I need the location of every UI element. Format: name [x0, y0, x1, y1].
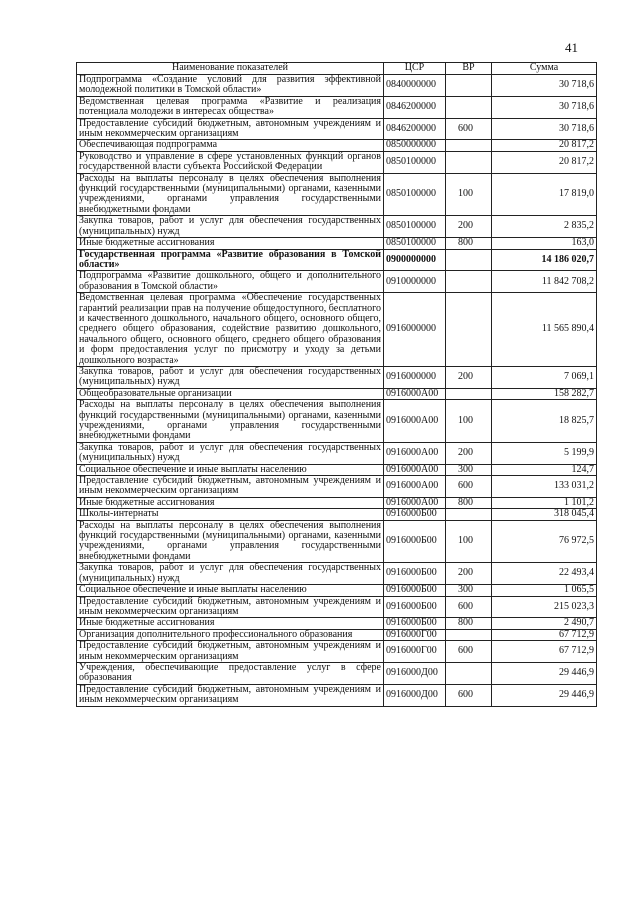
row-vr-cell: 800 [446, 618, 492, 629]
row-name-cell: Социальное обеспечение и иные выплаты населению [77, 585, 384, 596]
row-name-cell: Государственная программа «Развитие образования в Томской области» [77, 249, 384, 271]
row-code-cell: 0916000Б00 [384, 596, 446, 618]
row-sum-cell: 30 718,6 [492, 118, 597, 140]
row-sum-cell: 29 446,9 [492, 662, 597, 684]
row-vr-cell [446, 249, 492, 271]
row-vr-cell [446, 140, 492, 151]
row-vr-cell [446, 293, 492, 367]
row-sum-cell: 29 446,9 [492, 684, 597, 706]
row-code-cell: 0916000А00 [384, 400, 446, 443]
row-name-cell: Социальное обеспечение и иные выплаты населению [77, 464, 384, 475]
table-row [77, 366, 597, 388]
table-row [77, 173, 597, 216]
row-name-cell: Закупка товаров, работ и услуг для обеспечения государственных (муниципальных) нужд [77, 216, 384, 238]
table-row [77, 509, 597, 520]
row-name-cell: Подпрограмма «Развитие дошкольного, общего и дополнительного образования в Томской области» [77, 271, 384, 293]
row-name-cell: Расходы на выплаты персоналу в целях обеспечения выполнения функций государственными (муниципальными) органами, казенными учреждениями, органами управления государственными внебюджетными фондами [77, 520, 384, 563]
row-name-cell: Закупка товаров, работ и услуг для обеспечения государственных (муниципальных) нужд [77, 442, 384, 464]
row-vr-cell [446, 271, 492, 293]
table-row [77, 271, 597, 293]
row-vr-cell: 600 [446, 641, 492, 663]
row-sum-cell: 133 031,2 [492, 476, 597, 498]
row-vr-cell: 600 [446, 684, 492, 706]
row-sum-cell: 2 835,2 [492, 216, 597, 238]
row-code-cell: 0916000Д00 [384, 662, 446, 684]
row-sum-cell: 158 282,7 [492, 388, 597, 399]
table-row [77, 96, 597, 118]
row-vr-cell: 300 [446, 464, 492, 475]
row-vr-cell [446, 75, 492, 97]
row-sum-cell: 67 712,9 [492, 629, 597, 640]
row-sum-cell: 124,7 [492, 464, 597, 475]
row-code-cell: 0916000Б00 [384, 585, 446, 596]
row-vr-cell [446, 662, 492, 684]
row-code-cell: 0846200000 [384, 118, 446, 140]
row-name-cell: Ведомственная целевая программа «Развитие и реализация потенциала молодежи в интересах общества» [77, 96, 384, 118]
table-row [77, 249, 597, 271]
row-name-cell: Иные бюджетные ассигнования [77, 238, 384, 249]
row-vr-cell: 100 [446, 520, 492, 563]
row-vr-cell: 300 [446, 585, 492, 596]
row-code-cell: 0916000Б00 [384, 509, 446, 520]
row-name-cell: Организация дополнительного профессионального образования [77, 629, 384, 640]
row-code-cell: 0910000000 [384, 271, 446, 293]
row-name-cell: Предоставление субсидий бюджетным, автономным учреждениям и иным некоммерческим организациям [77, 118, 384, 140]
table-row [77, 497, 597, 508]
row-vr-cell: 100 [446, 400, 492, 443]
page-number: 41 [565, 40, 578, 55]
table-row [77, 520, 597, 563]
header-vr: ВР [446, 63, 492, 75]
table-row [77, 641, 597, 663]
row-code-cell: 0916000А00 [384, 442, 446, 464]
table-row [77, 585, 597, 596]
table-row [77, 629, 597, 640]
table-row [77, 684, 597, 706]
row-code-cell: 0916000А00 [384, 497, 446, 508]
row-code-cell: 0916000000 [384, 366, 446, 388]
table-row [77, 216, 597, 238]
row-vr-cell: 200 [446, 366, 492, 388]
row-code-cell: 0916000Д00 [384, 684, 446, 706]
table-row [77, 464, 597, 475]
row-sum-cell: 318 045,4 [492, 509, 597, 520]
row-sum-cell: 30 718,6 [492, 96, 597, 118]
row-vr-cell: 600 [446, 596, 492, 618]
row-vr-cell: 200 [446, 442, 492, 464]
row-sum-cell: 22 493,4 [492, 563, 597, 585]
table-row [77, 238, 597, 249]
row-sum-cell: 20 817,2 [492, 140, 597, 151]
table-row [77, 442, 597, 464]
table-row [77, 596, 597, 618]
table-row [77, 293, 597, 367]
row-sum-cell: 2 490,7 [492, 618, 597, 629]
table-row [77, 140, 597, 151]
row-vr-cell: 800 [446, 497, 492, 508]
row-sum-cell: 7 069,1 [492, 366, 597, 388]
table-body [77, 75, 597, 707]
row-code-cell: 0916000Г00 [384, 629, 446, 640]
row-name-cell: Обеспечивающая подпрограмма [77, 140, 384, 151]
row-code-cell: 0916000000 [384, 293, 446, 367]
row-sum-cell: 14 186 020,7 [492, 249, 597, 271]
row-vr-cell: 600 [446, 476, 492, 498]
header-name: Наименование показателей [77, 63, 384, 75]
row-name-cell: Общеобразовательные организации [77, 388, 384, 399]
budget-table [76, 62, 597, 707]
row-code-cell: 0916000Г00 [384, 641, 446, 663]
row-name-cell: Предоставление субсидий бюджетным, автономным учреждениям и иным некоммерческим организациям [77, 684, 384, 706]
row-sum-cell: 5 199,9 [492, 442, 597, 464]
row-code-cell: 0916000А00 [384, 476, 446, 498]
row-sum-cell: 11 842 708,2 [492, 271, 597, 293]
row-name-cell: Школы-интернаты [77, 509, 384, 520]
row-name-cell: Иные бюджетные ассигнования [77, 497, 384, 508]
row-code-cell: 0846200000 [384, 96, 446, 118]
row-name-cell: Предоставление субсидий бюджетным, автономным учреждениям и иным некоммерческим организациям [77, 596, 384, 618]
table-header-row [77, 63, 597, 75]
row-code-cell: 0916000А00 [384, 464, 446, 475]
table-row [77, 75, 597, 97]
row-sum-cell: 76 972,5 [492, 520, 597, 563]
row-sum-cell: 67 712,9 [492, 641, 597, 663]
table-row [77, 151, 597, 173]
row-sum-cell: 1 101,2 [492, 497, 597, 508]
row-sum-cell: 18 825,7 [492, 400, 597, 443]
row-name-cell: Предоставление субсидий бюджетным, автономным учреждениям и иным некоммерческим организациям [77, 641, 384, 663]
row-sum-cell: 20 817,2 [492, 151, 597, 173]
row-code-cell: 0916000Б00 [384, 520, 446, 563]
row-vr-cell: 800 [446, 238, 492, 249]
table-row [77, 388, 597, 399]
header-sum: Сумма [492, 63, 597, 75]
row-vr-cell [446, 509, 492, 520]
row-code-cell: 0900000000 [384, 249, 446, 271]
row-code-cell: 0850100000 [384, 151, 446, 173]
row-code-cell: 0850100000 [384, 173, 446, 216]
row-code-cell: 0916000А00 [384, 388, 446, 399]
row-sum-cell: 1 065,5 [492, 585, 597, 596]
row-vr-cell [446, 388, 492, 399]
row-sum-cell: 30 718,6 [492, 75, 597, 97]
row-code-cell: 0840000000 [384, 75, 446, 97]
row-sum-cell: 17 819,0 [492, 173, 597, 216]
row-vr-cell: 100 [446, 173, 492, 216]
table-row [77, 662, 597, 684]
row-code-cell: 0916000Б00 [384, 618, 446, 629]
row-name-cell: Подпрограмма «Создание условий для развития эффективной молодежной политики в Томской области» [77, 75, 384, 97]
row-name-cell: Расходы на выплаты персоналу в целях обеспечения выполнения функций государственными (муниципальными) органами, казенными учреждениями, органами управления государственными внебюджетными фондами [77, 173, 384, 216]
table-row [77, 618, 597, 629]
table-row [77, 563, 597, 585]
row-name-cell: Предоставление субсидий бюджетным, автономным учреждениям и иным некоммерческим организациям [77, 476, 384, 498]
table-row [77, 476, 597, 498]
row-name-cell: Учреждения, обеспечивающие предоставление услуг в сфере образования [77, 662, 384, 684]
row-code-cell: 0850000000 [384, 140, 446, 151]
row-name-cell: Закупка товаров, работ и услуг для обеспечения государственных (муниципальных) нужд [77, 563, 384, 585]
row-name-cell: Закупка товаров, работ и услуг для обеспечения государственных (муниципальных) нужд [77, 366, 384, 388]
row-name-cell: Ведомственная целевая программа «Обеспечение государственных гарантий реализации прав на получение общедоступного, бесплатного и качественного дошкольного, начального общего, основного общего, среднего общего образования, содействие развитию дошкольного, начального общего, основного общего, среднего общего образования и форм предоставления услуг по присмотру и уходу за детьми дошкольного возраста» [77, 293, 384, 367]
row-code-cell: 0916000Б00 [384, 563, 446, 585]
table-row [77, 400, 597, 443]
row-name-cell: Руководство и управление в сфере установленных функций органов государственной власти субъекта Российской Федерации [77, 151, 384, 173]
row-vr-cell: 600 [446, 118, 492, 140]
header-code: ЦСР [384, 63, 446, 75]
row-sum-cell: 163,0 [492, 238, 597, 249]
row-name-cell: Расходы на выплаты персоналу в целях обеспечения выполнения функций государственными (муниципальными) органами, казенными учреждениями, органами управления государственными внебюджетными фондами [77, 400, 384, 443]
row-vr-cell [446, 151, 492, 173]
table-row [77, 118, 597, 140]
row-code-cell: 0850100000 [384, 216, 446, 238]
row-sum-cell: 215 023,3 [492, 596, 597, 618]
row-vr-cell [446, 629, 492, 640]
row-vr-cell: 200 [446, 563, 492, 585]
row-code-cell: 0850100000 [384, 238, 446, 249]
row-sum-cell: 11 565 890,4 [492, 293, 597, 367]
row-name-cell: Иные бюджетные ассигнования [77, 618, 384, 629]
row-vr-cell [446, 96, 492, 118]
row-vr-cell: 200 [446, 216, 492, 238]
